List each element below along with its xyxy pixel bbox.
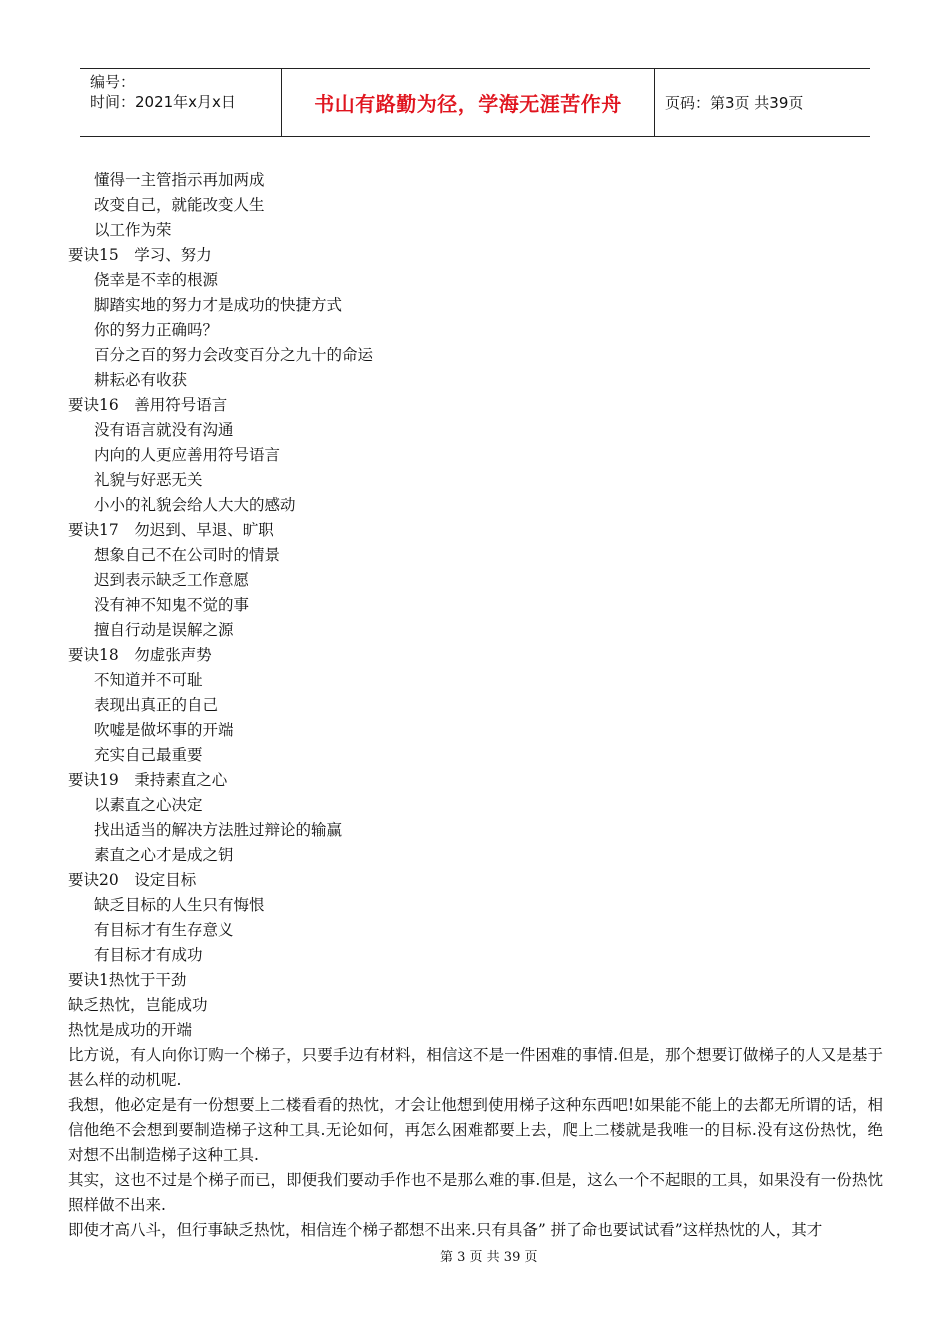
outline-item: 小小的礼貌会给人大大的感动 — [94, 496, 296, 514]
outline-item: 有目标才有成功 — [94, 946, 203, 964]
document-body — [68, 168, 883, 1243]
number-label: 编号： — [90, 73, 136, 91]
outline-item: 你的努力正确吗？ — [94, 321, 219, 339]
outline-item: 侥幸是不幸的根源 — [94, 271, 219, 289]
document-header — [80, 68, 870, 137]
outline-lines — [68, 168, 883, 1043]
body-paragraph: 我想，他必定是有一份想要上二楼看看的热忱，才会让他想到使用梯子这种东西吧!如果能不能上的去都无所谓的话，相信他绝不会想到要制造梯子这种工具.无论如何，再怎么困难都要上去，爬上二楼就是我唯一的目标.没有这份热忱，绝对想不出制造梯子这种工具. — [68, 1096, 883, 1164]
outline-item: 改变自己，就能改变人生 — [94, 196, 265, 214]
section-heading: 要诀16 善用符号语言 — [68, 396, 228, 414]
outline-item: 擅自行动是误解之源 — [94, 621, 234, 639]
section-heading: 要诀20 设定目标 — [68, 871, 197, 889]
section-heading: 缺乏热忱，岂能成功 — [68, 996, 208, 1014]
outline-item: 想象自己不在公司时的情景 — [94, 546, 281, 564]
outline-item: 懂得一主管指示再加两成 — [94, 171, 265, 189]
outline-item: 耕耘必有收获 — [94, 371, 188, 389]
outline-item: 以工作为荣 — [94, 221, 172, 239]
section-heading: 要诀17 勿迟到、早退、旷职 — [68, 521, 274, 539]
section-heading: 要诀1热忱于干劲 — [68, 971, 187, 989]
section-heading: 要诀18 勿虚张声势 — [68, 646, 212, 664]
header-motto: 书山有路勤为径，学海无涯苦作舟 — [282, 69, 655, 136]
header-meta — [80, 69, 282, 136]
header-page-info: 页码：第3页 共39页 — [665, 94, 804, 112]
time-label: 时间：2021年x月x日 — [90, 93, 236, 111]
section-heading: 要诀15 学习、努力 — [68, 246, 212, 264]
outline-item: 内向的人更应善用符号语言 — [94, 446, 281, 464]
outline-item: 吹嘘是做坏事的开端 — [94, 721, 234, 739]
outline-item: 以素直之心决定 — [94, 796, 203, 814]
body-paragraphs — [68, 1043, 883, 1243]
outline-item: 素直之心才是成之钥 — [94, 846, 234, 864]
body-paragraph: 其实，这也不过是个梯子而已，即便我们要动手作也不是那么难的事.但是，这么一个不起眼的工具，如果没有一份热忱照样做不出来. — [68, 1171, 883, 1214]
outline-item: 找出适当的解决方法胜过辩论的输赢 — [94, 821, 343, 839]
outline-item: 充实自己最重要 — [94, 746, 203, 764]
section-heading: 热忱是成功的开端 — [68, 1021, 193, 1039]
outline-item: 没有神不知鬼不觉的事 — [94, 596, 250, 614]
outline-item: 百分之百的努力会改变百分之九十的命运 — [94, 346, 374, 364]
page-footer: 第 3 页 共 39 页 — [440, 1250, 538, 1265]
outline-item: 不知道并不可耻 — [94, 671, 203, 689]
outline-item: 没有语言就没有沟通 — [94, 421, 234, 439]
outline-item: 脚踏实地的努力才是成功的快捷方式 — [94, 296, 343, 314]
outline-item: 礼貌与好恶无关 — [94, 471, 203, 489]
outline-item: 缺乏目标的人生只有悔恨 — [94, 896, 265, 914]
outline-item: 有目标才有生存意义 — [94, 921, 234, 939]
body-paragraph: 比方说，有人向你订购一个梯子，只要手边有材料，相信这不是一件困难的事情.但是，那个想要订做梯子的人又是基于甚么样的动机呢. — [68, 1046, 883, 1089]
outline-item: 迟到表示缺乏工作意愿 — [94, 571, 250, 589]
section-heading: 要诀19 秉持素直之心 — [68, 771, 228, 789]
body-paragraph: 即使才高八斗，但行事缺乏热忱，相信连个梯子都想不出来.只有具备” 拼了命也要试试看”这样热忱的人，其才 — [68, 1221, 823, 1239]
outline-item: 表现出真正的自己 — [94, 696, 219, 714]
